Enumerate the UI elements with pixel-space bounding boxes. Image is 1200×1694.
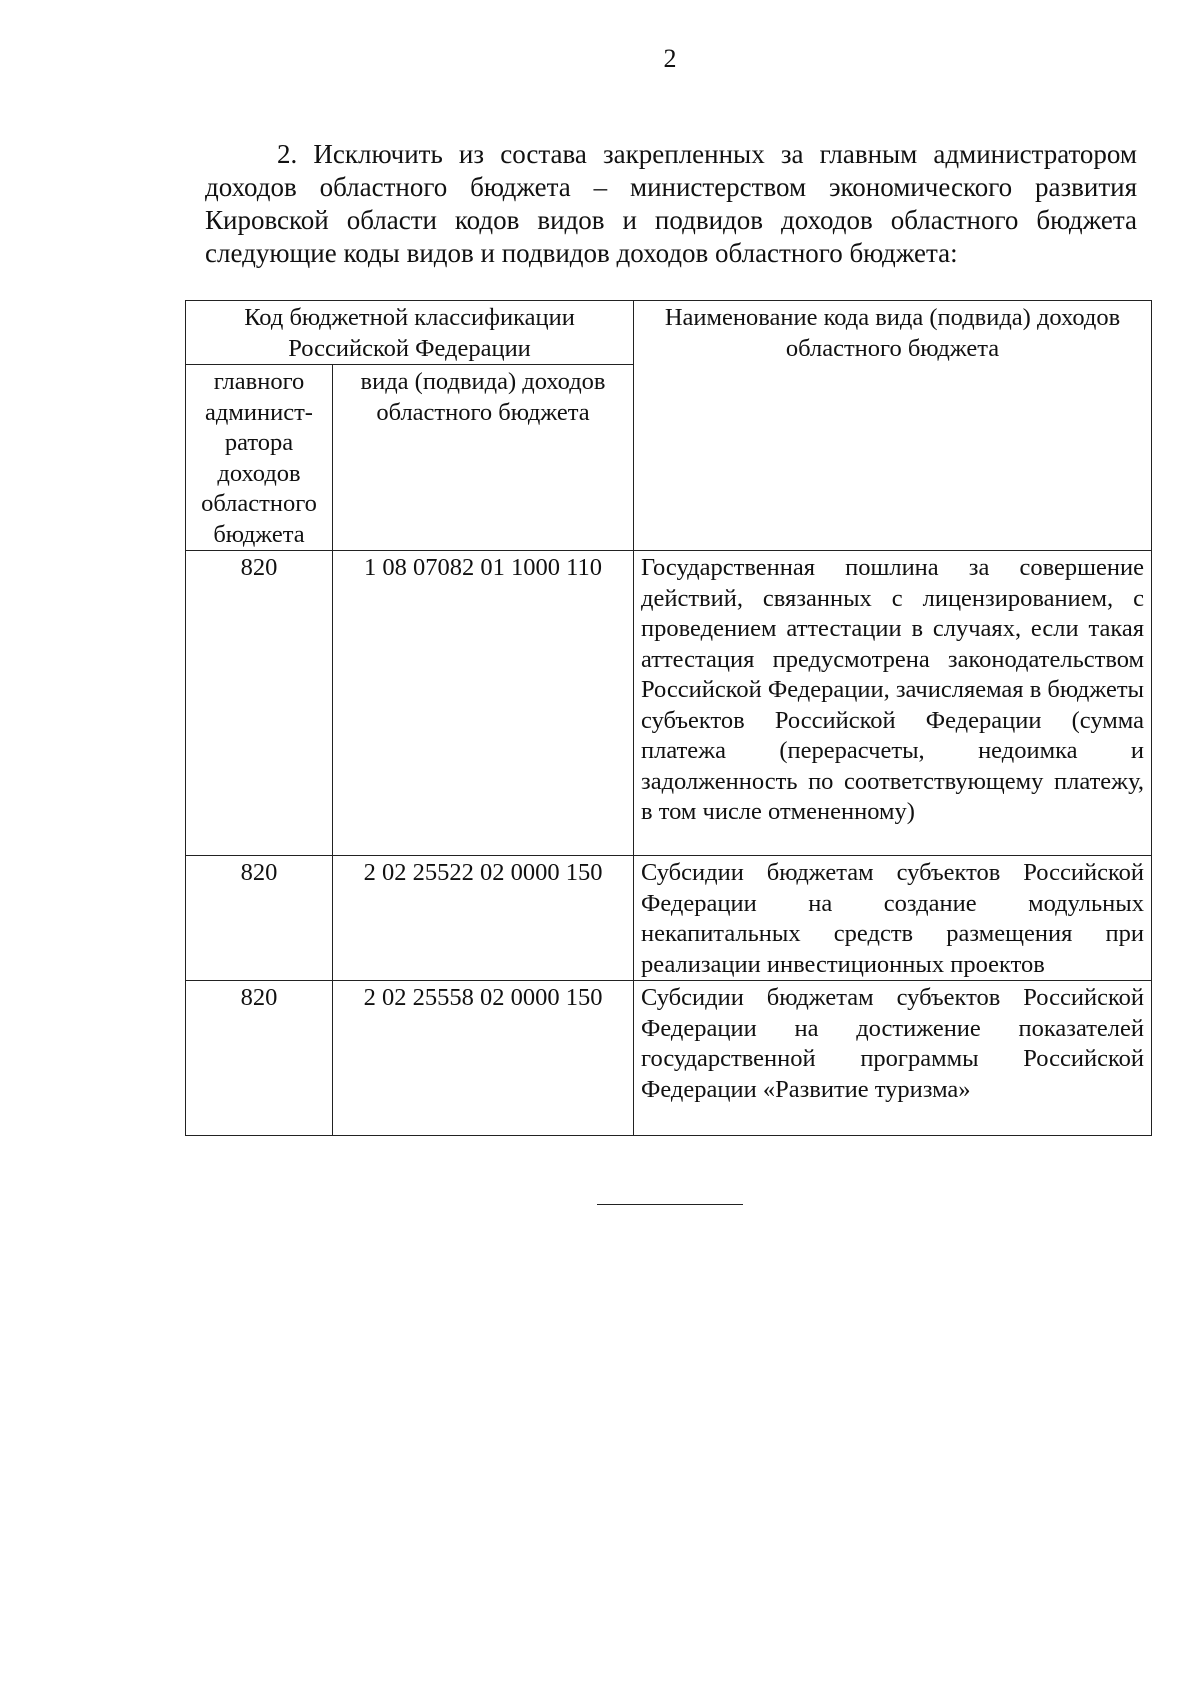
header-chief-administrator: главного админист-ратора доходов областного бюджета xyxy=(186,365,333,551)
revenue-name-cell: Государственная пошлина за совершение действий, связанных с лицензированием, с проведением аттестации в случаях, если такая аттестация предусмотрена законодательством Российской Федерации, зачисляемая в бюджеты субъектов Российской Федерации (сумма платежа (перерасчеты, недоимка и задолженность по соответствующему платежу, в том числе отмененному) xyxy=(634,551,1152,856)
revenue-code-cell: 2 02 25558 02 0000 150 xyxy=(333,981,634,1136)
revenue-name-cell: Субсидии бюджетам субъектов Российской Федерации на достижение показателей государственной программы Российской Федерации «Развитие туризма» xyxy=(634,981,1152,1136)
revenue-name-cell: Субсидии бюджетам субъектов Российской Федерации на создание модульных некапитальных средств размещения при реализации инвестиционных проектов xyxy=(634,856,1152,981)
revenue-code-cell: 1 08 07082 01 1000 110 xyxy=(333,551,634,856)
header-revenue-name: Наименование кода вида (подвида) доходов областного бюджета xyxy=(634,301,1152,551)
table-row xyxy=(186,551,1152,856)
page-number: 2 xyxy=(663,44,677,73)
admin-code-cell: 820 xyxy=(186,551,333,856)
revenue-code-cell: 2 02 25522 02 0000 150 xyxy=(333,856,634,981)
revenue-codes-table xyxy=(185,300,1152,1136)
header-budget-classification-code: Код бюджетной классификации Российской Федерации xyxy=(186,301,634,365)
closing-divider xyxy=(597,1204,743,1205)
table-header-row xyxy=(186,301,1152,365)
table-row xyxy=(186,856,1152,981)
table-row xyxy=(186,981,1152,1136)
admin-code-cell: 820 xyxy=(186,856,333,981)
header-revenue-type-code: вида (подвида) доходов областного бюджета xyxy=(333,365,634,551)
admin-code-cell: 820 xyxy=(186,981,333,1136)
exclusion-paragraph: 2. Исключить из состава закрепленных за главным администратором доходов областного бюджета – министерством экономического развития Кировской области кодов видов и подвидов доходов областного бюджета следующие коды видов и подвидов доходов областного бюджета: xyxy=(205,139,1137,268)
